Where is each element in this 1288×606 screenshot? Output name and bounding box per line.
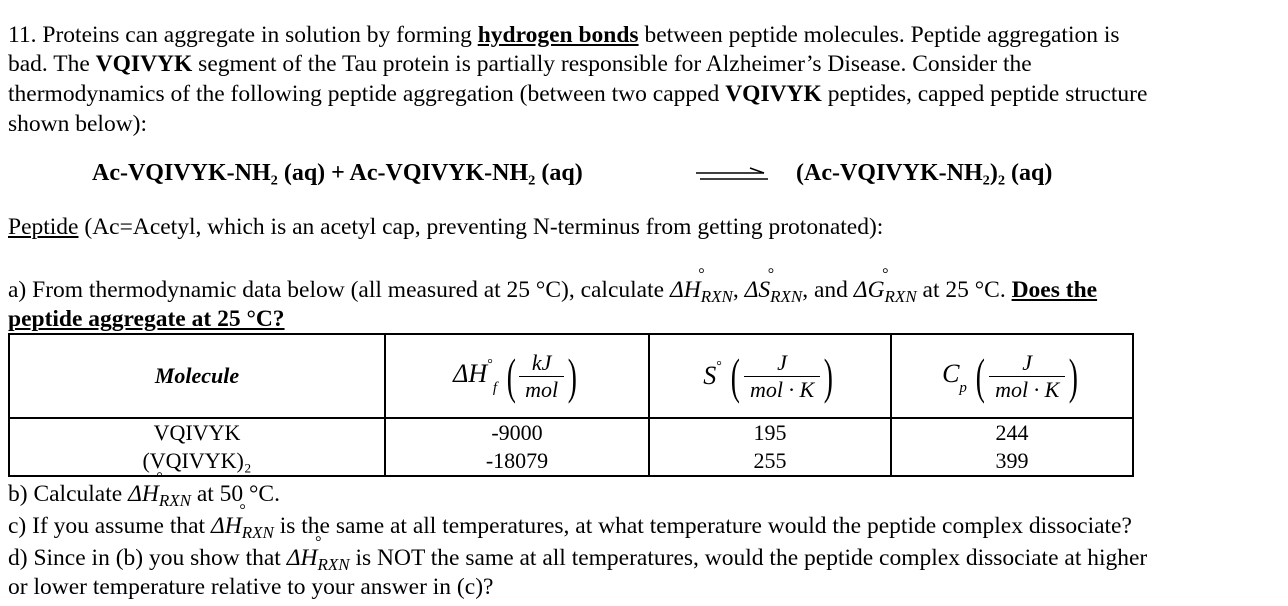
- delta-s-symbol: ° ΔS: [745, 276, 771, 305]
- cell-molecule: VQIVYK: [9, 418, 385, 447]
- header-molecule: [9, 334, 385, 418]
- table-row: [9, 447, 1133, 476]
- header-cp: $C_p$ ( $\frac{J}{\text{mol · K}}$ ): [891, 334, 1133, 418]
- intro-text: between peptide molecules. Peptide aggregation is: [644, 22, 1120, 48]
- cell-cp: 399: [891, 447, 1133, 476]
- cell-s: 195: [649, 418, 891, 447]
- cp-unit: [989, 350, 1065, 403]
- rxn-subscript: RXN: [770, 287, 803, 306]
- s-unit: [744, 350, 820, 403]
- dhf-subscript: f: [492, 380, 497, 397]
- equilibrium-arrow-icon: [694, 167, 770, 185]
- rxn-subscript: RXN: [317, 555, 350, 574]
- question-line-2: [8, 50, 1032, 79]
- table-header-row: [9, 334, 1133, 418]
- part-a-question: peptide aggregate at 25 °C?: [8, 306, 285, 332]
- peptide-name: VQIVYK: [725, 81, 822, 107]
- peptide-name: VQIVYK: [95, 51, 193, 77]
- header-molecule-label: Molecule: [154, 363, 240, 388]
- delta-h-symbol: ° ΔH: [211, 512, 242, 541]
- header-dhf: $\Delta H^\circ_f$ ( $\frac{kJ}{\text{mol}}$ ): [385, 334, 649, 418]
- equation-reactants: Ac-VQIVYK-NH₂ (aq) + Ac-VQIVYK-NH₂ (aq): [92, 160, 583, 186]
- part-d-text: is NOT the same at all temperatures, would the peptide complex dissociate at higher: [355, 545, 1148, 571]
- question-line-4: [8, 110, 147, 139]
- cp-unit-den: mol · K: [995, 376, 1060, 402]
- part-a-text: at 25 °C.: [922, 277, 1006, 303]
- rxn-subscript: RXN: [241, 523, 274, 542]
- delta-h-symbol: ° ΔH: [128, 480, 159, 509]
- intro-text: bad. The: [8, 51, 90, 77]
- delta-h-symbol: ° ΔH: [670, 276, 701, 305]
- dhf-unit-num: kJ: [519, 350, 564, 377]
- s-unit-den: mol · K: [749, 376, 815, 402]
- intro-text: shown below):: [8, 111, 148, 137]
- question-line-3: [8, 80, 1147, 109]
- cp-symbol-text: C: [942, 358, 960, 388]
- rxn-subscript: RXN: [884, 287, 917, 306]
- s-unit-num: J: [744, 350, 820, 377]
- header-s: S° ( $\frac{J}{\text{mol · K}}$ ): [649, 334, 891, 418]
- dhf-symbol: $\Delta H^\circ_f$: [453, 357, 497, 397]
- hydrogen-bonds-term: hydrogen bonds: [477, 22, 639, 48]
- separator: , and: [802, 277, 848, 303]
- part-b-text: at 50 °C.: [196, 481, 280, 507]
- cell-molecule: (VQIVYK)₂: [9, 447, 385, 476]
- dhf-unit: [519, 350, 564, 403]
- delta-g-symbol: ° ΔG: [854, 276, 885, 305]
- part-a-line-2: [8, 305, 285, 334]
- part-d-line-2: [8, 573, 493, 602]
- part-d-text: d) Since in (b) you show that: [8, 545, 281, 571]
- cell-s: 255: [649, 447, 891, 476]
- peptide-label: Peptide: [8, 214, 79, 240]
- cp-unit-num: J: [989, 350, 1065, 377]
- s-symbol: S°: [703, 359, 722, 390]
- part-c: [8, 512, 1132, 547]
- cell-dhf: -9000: [385, 418, 649, 447]
- cell-dhf: -18079: [385, 447, 649, 476]
- part-c-text: c) If you assume that: [8, 513, 206, 539]
- intro-text: segment of the Tau protein is partially responsible for Alzheimer’s Disease. Consider the: [198, 51, 1032, 77]
- separator: ,: [732, 277, 739, 303]
- table-row: [9, 418, 1133, 447]
- part-a-question: Does the: [1011, 277, 1098, 303]
- peptide-note-text: (Ac=Acetyl, which is an acetyl cap, preventing N-terminus from getting protonated):: [84, 214, 884, 240]
- thermo-data-table: [8, 333, 1134, 477]
- rxn-subscript: RXN: [700, 287, 733, 306]
- intro-text: thermodynamics of the following peptide aggregation (between two capped: [8, 81, 720, 107]
- question-line-1: [8, 21, 1120, 50]
- dhf-symbol-text: ΔH: [453, 358, 488, 388]
- equation-product: (Ac-VQIVYK-NH₂)₂ (aq): [796, 160, 1053, 186]
- delta-h-symbol: ° ΔH: [287, 544, 318, 573]
- intro-text: peptides, capped peptide structure: [827, 81, 1148, 107]
- question-number: 11.: [8, 22, 37, 48]
- intro-text: Proteins can aggregate in solution by forming: [42, 22, 472, 48]
- peptide-note: [8, 213, 883, 242]
- rxn-subscript: RXN: [158, 491, 191, 510]
- cell-cp: 244: [891, 418, 1133, 447]
- cp-symbol: [942, 358, 967, 397]
- cp-subscript: p: [959, 380, 967, 397]
- dhf-unit-den: mol: [525, 376, 559, 402]
- part-a-text: a) From thermodynamic data below (all measured at 25 °C), calculate: [8, 277, 665, 303]
- part-c-text: is the same at all temperatures, at what temperature would the peptide complex dissociate?: [279, 513, 1132, 539]
- s-symbol-text: S: [703, 361, 717, 390]
- part-b-text: b) Calculate: [8, 481, 123, 507]
- part-d-text: or lower temperature relative to your answer in (c)?: [8, 574, 494, 600]
